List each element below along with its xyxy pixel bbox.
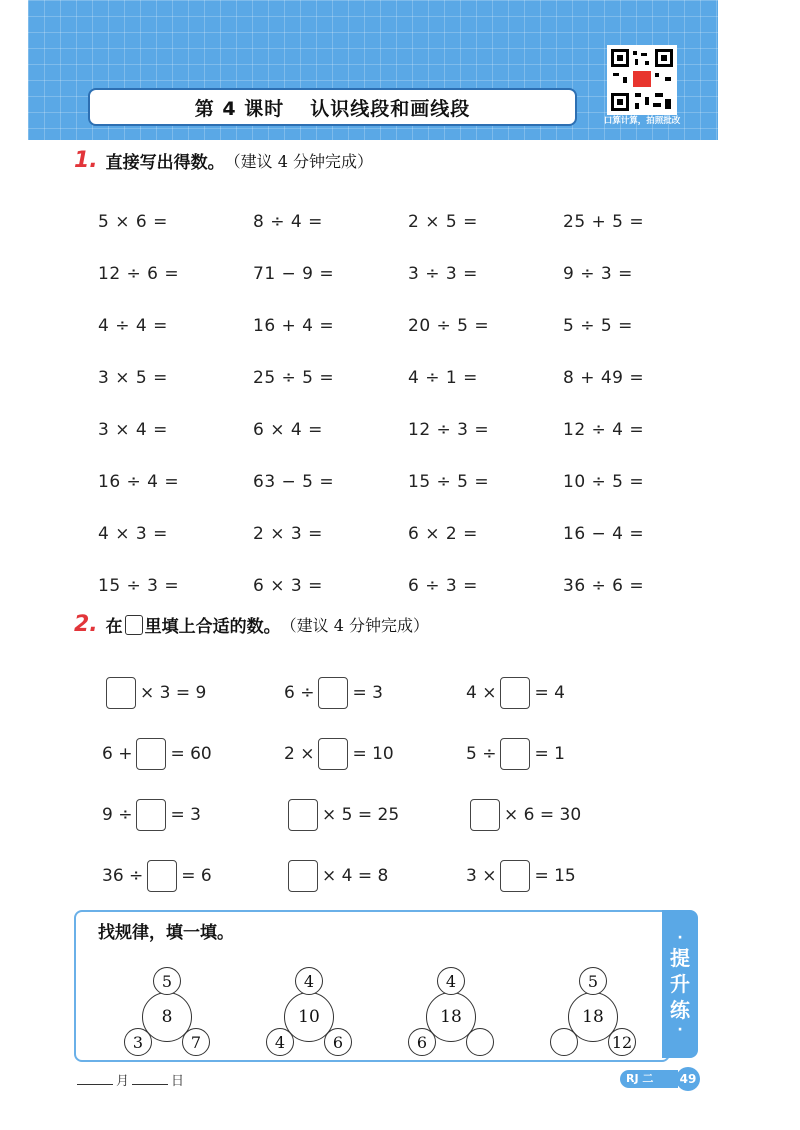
problem-suffix: × 4 = 8 [322, 865, 389, 886]
math-problem[interactable]: 6 ÷ 3 = [408, 576, 478, 596]
qr-caption: 口算计算，拍照批改 [603, 116, 681, 126]
math-problem[interactable]: 25 + 5 = [563, 212, 645, 232]
problem-row [98, 352, 718, 404]
math-problem[interactable]: 8 + 49 = [563, 368, 645, 388]
math-problem[interactable]: 15 ÷ 5 = [408, 472, 490, 492]
problem-row [98, 560, 718, 612]
math-problem[interactable]: 4 ÷ 4 = [98, 316, 168, 336]
left-circle: 4 [266, 1028, 294, 1056]
math-problem[interactable]: 6 × 4 = [253, 420, 323, 440]
math-problem[interactable]: 12 ÷ 3 = [408, 420, 490, 440]
math-problem[interactable]: 9 ÷ 3 = [563, 264, 633, 284]
right-circle: 7 [182, 1028, 210, 1056]
problem-suffix: = 15 [534, 865, 576, 886]
section1-number: 1. [74, 148, 98, 173]
right-circle: 6 [324, 1028, 352, 1056]
pattern-title: 找规律，填一填。 [98, 923, 234, 943]
problem-suffix: × 5 = 25 [322, 804, 400, 825]
problem-prefix: 3 × [466, 865, 497, 886]
top-circle: 5 [579, 967, 607, 995]
fill-row [102, 662, 662, 723]
fill-problem [466, 738, 648, 770]
math-problem[interactable]: 4 ÷ 1 = [408, 368, 478, 388]
math-problem[interactable]: 36 ÷ 6 = [563, 576, 645, 596]
math-problem[interactable]: 6 × 3 = [253, 576, 323, 596]
answer-box[interactable] [288, 860, 318, 892]
mental-math-grid [98, 196, 718, 612]
problem-prefix: 5 ÷ [466, 743, 497, 764]
answer-box[interactable] [500, 738, 530, 770]
problem-row [98, 508, 718, 560]
math-problem[interactable]: 16 ÷ 4 = [98, 472, 180, 492]
answer-box[interactable] [106, 677, 136, 709]
answer-box[interactable] [318, 738, 348, 770]
center-circle: 8 [142, 992, 192, 1042]
math-problem[interactable]: 10 ÷ 5 = [563, 472, 645, 492]
answer-box[interactable] [500, 860, 530, 892]
math-problem[interactable]: 6 × 2 = [408, 524, 478, 544]
left-circle: 3 [124, 1028, 152, 1056]
top-circle: 5 [153, 967, 181, 995]
problem-row [98, 456, 718, 508]
problem-suffix: = 10 [352, 743, 394, 764]
problem-suffix: = 6 [181, 865, 212, 886]
math-problem[interactable]: 71 − 9 = [253, 264, 335, 284]
math-problem[interactable]: 3 × 5 = [98, 368, 168, 388]
blank-box-icon [125, 615, 143, 635]
fill-blank-grid [102, 662, 662, 906]
center-circle: 10 [284, 992, 334, 1042]
fill-problem [466, 677, 648, 709]
math-problem[interactable]: 16 + 4 = [253, 316, 335, 336]
fill-problem [102, 860, 284, 892]
math-problem[interactable]: 8 ÷ 4 = [253, 212, 323, 232]
problem-suffix: = 3 [170, 804, 201, 825]
top-circle: 4 [437, 967, 465, 995]
math-problem[interactable]: 20 ÷ 5 = [408, 316, 490, 336]
answer-box[interactable] [136, 738, 166, 770]
tab-char-1: 提 [670, 946, 690, 970]
problem-row [98, 248, 718, 300]
date-field[interactable] [74, 1070, 184, 1089]
tab-char-3: 练 [670, 998, 690, 1022]
month-label: 月 [116, 1074, 130, 1089]
pattern-panel [74, 910, 670, 1062]
math-problem[interactable]: 15 ÷ 3 = [98, 576, 180, 596]
math-problem[interactable]: 2 × 5 = [408, 212, 478, 232]
math-problem[interactable]: 5 × 6 = [98, 212, 168, 232]
problem-prefix: 9 ÷ [102, 804, 133, 825]
math-problem[interactable]: 12 ÷ 4 = [563, 420, 645, 440]
day-label: 日 [171, 1074, 185, 1089]
tab-char-2: 升 [670, 972, 690, 996]
section2-instruction-pre: 在 [105, 617, 123, 637]
fill-problem [102, 677, 284, 709]
fill-problem [102, 799, 284, 831]
fill-row [102, 845, 662, 906]
answer-box[interactable] [318, 677, 348, 709]
math-problem[interactable]: 3 ÷ 3 = [408, 264, 478, 284]
problem-suffix: = 60 [170, 743, 212, 764]
section1-heading [74, 148, 373, 173]
edition-tag: RJ 二（上） [620, 1070, 678, 1088]
section2-number: 2. [74, 612, 98, 637]
problem-row [98, 404, 718, 456]
math-problem[interactable]: 63 − 5 = [253, 472, 335, 492]
problem-suffix: × 6 = 30 [504, 804, 582, 825]
left-circle[interactable] [550, 1028, 578, 1056]
answer-box[interactable] [288, 799, 318, 831]
fill-problem [466, 799, 648, 831]
fill-row [102, 784, 662, 845]
answer-box[interactable] [136, 799, 166, 831]
section1-note: （建议 4 分钟完成） [224, 152, 374, 171]
practice-tab: · 提 升 练 · [662, 910, 698, 1058]
answer-box[interactable] [470, 799, 500, 831]
qr-code-icon[interactable] [607, 45, 677, 115]
center-circle: 18 [568, 992, 618, 1042]
lesson-title-bar [88, 88, 577, 126]
fill-row [102, 723, 662, 784]
answer-box[interactable] [147, 860, 177, 892]
fill-problem [466, 860, 648, 892]
lesson-number: 第 4 课时 [194, 97, 285, 120]
right-circle: 12 [608, 1028, 636, 1056]
problem-suffix: = 4 [534, 682, 565, 703]
math-problem[interactable]: 16 − 4 = [563, 524, 645, 544]
problem-prefix: 6 + [102, 743, 133, 764]
math-problem[interactable]: 4 × 3 = [98, 524, 168, 544]
problem-row [98, 300, 718, 352]
fill-problem [284, 799, 466, 831]
fill-problem [284, 860, 466, 892]
section2-note: （建议 4 分钟完成） [280, 616, 430, 635]
math-problem[interactable]: 2 × 3 = [253, 524, 323, 544]
problem-suffix: = 3 [352, 682, 383, 703]
problem-row [98, 196, 718, 248]
top-circle: 4 [295, 967, 323, 995]
left-circle: 6 [408, 1028, 436, 1056]
section2-instruction-post: 里填上合适的数。 [144, 617, 281, 637]
fill-problem [284, 677, 466, 709]
problem-prefix: 36 ÷ [102, 865, 144, 886]
math-problem[interactable]: 3 × 4 = [98, 420, 168, 440]
center-circle: 18 [426, 992, 476, 1042]
page-number: 49 [676, 1067, 700, 1091]
math-problem[interactable]: 25 ÷ 5 = [253, 368, 335, 388]
problem-prefix: 4 × [466, 682, 497, 703]
problem-suffix: = 1 [534, 743, 565, 764]
right-circle[interactable] [466, 1028, 494, 1056]
fill-problem [102, 738, 284, 770]
problem-suffix: × 3 = 9 [140, 682, 207, 703]
section2-heading [74, 612, 429, 637]
math-problem[interactable]: 5 ÷ 5 = [563, 316, 633, 336]
math-problem[interactable]: 12 ÷ 6 = [98, 264, 180, 284]
problem-prefix: 6 ÷ [284, 682, 315, 703]
lesson-title: 认识线段和画线段 [310, 97, 471, 120]
answer-box[interactable] [500, 677, 530, 709]
fill-problem [284, 738, 466, 770]
section1-instruction: 直接写出得数。 [105, 153, 225, 173]
problem-prefix: 2 × [284, 743, 315, 764]
